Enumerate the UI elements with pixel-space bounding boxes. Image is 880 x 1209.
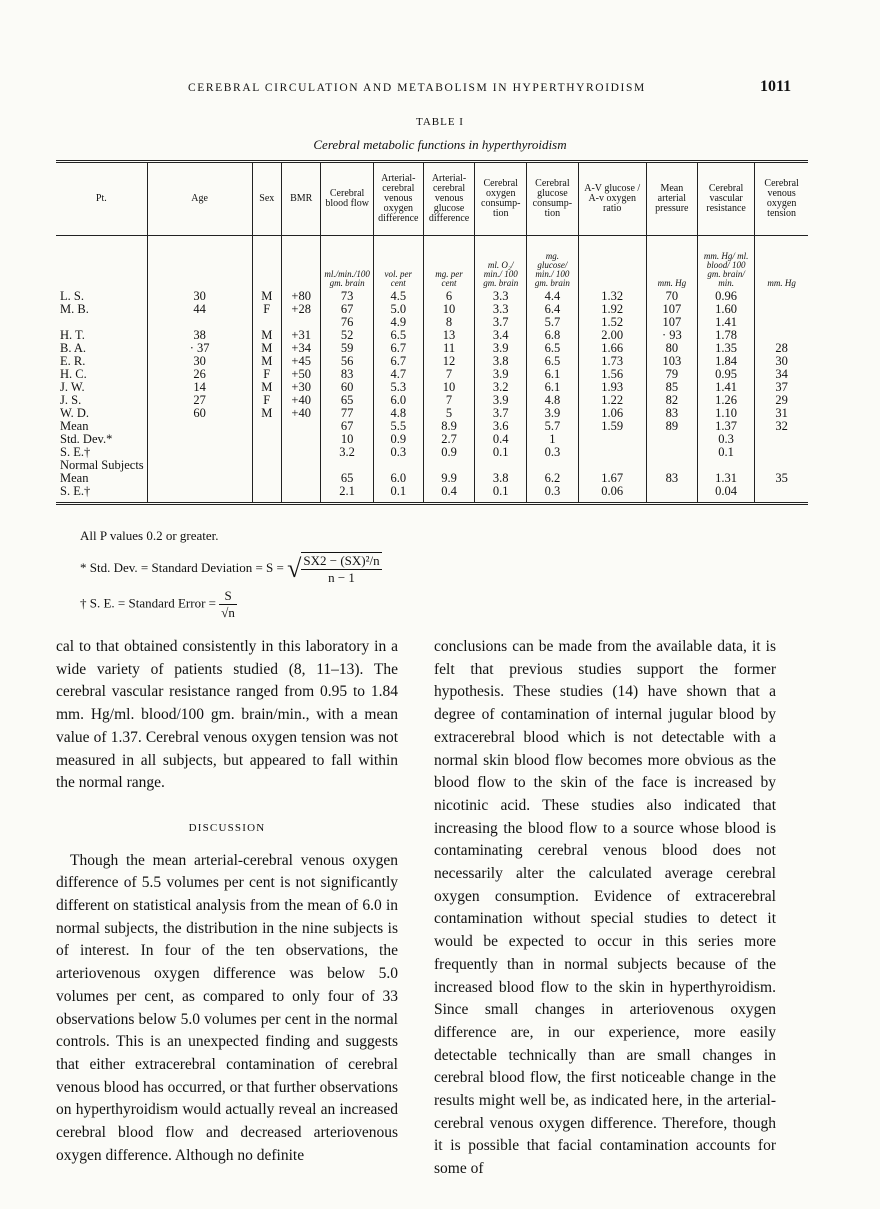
table-cell: 1.60 <box>697 303 754 316</box>
table-cell: 7 <box>423 394 475 407</box>
table-cell: 107 <box>646 316 697 329</box>
column-unit: mg. glucose/ min./ 100 gm. brain <box>527 236 579 291</box>
table-cell: · 93 <box>646 329 697 342</box>
table-cell: 0.1 <box>475 446 527 459</box>
column-unit <box>578 236 646 291</box>
table-cell: 1.66 <box>578 342 646 355</box>
table-cell: 12 <box>423 355 475 368</box>
right-column <box>434 636 776 1181</box>
row-label: B. A. <box>60 341 87 355</box>
table-cell: 0.9 <box>423 446 475 459</box>
row-label: J. S. <box>60 393 82 407</box>
row-label: M. B. <box>60 302 89 316</box>
table-cell: 77 <box>321 407 374 420</box>
table-cell: 65 <box>321 394 374 407</box>
table-cell: 3.9 <box>475 394 527 407</box>
table-cell: 1.31 <box>697 472 754 485</box>
table-cell: 60 <box>321 381 374 394</box>
left-paragraph-1: cal to that obtained consistently in this laboratory in a wide variety of patients studied (8, 11–13). The cerebral vascular resistance ranged from 0.95 to 1.84 mm. Hg/ml. blood/100 gm. brain/min., with a mean value of 1.37. Cerebral venous oxygen tension was not measured in all subjects, but appeared to fall within the normal range. <box>56 638 398 792</box>
table-cell: 6.1 <box>527 368 579 381</box>
row-label: L. S. <box>60 289 84 303</box>
column-header: Arterial-cerebral venous glucose difference <box>423 162 475 236</box>
std-dev-label: * Std. Dev. = Standard Deviation = S = <box>80 559 284 575</box>
table-row <box>56 407 808 420</box>
column-unit <box>147 236 252 291</box>
column-unit: mm. Hg <box>755 236 808 291</box>
table-cell: 4.5 <box>373 290 423 303</box>
table-cell: 2.1 <box>321 485 374 504</box>
table-row <box>56 355 808 368</box>
table-cell: 73 <box>321 290 374 303</box>
table-cell: 65 <box>321 472 374 485</box>
table-cell: 38 <box>147 329 252 342</box>
column-unit <box>252 236 282 291</box>
table-cell <box>282 446 321 459</box>
table-cell: 83 <box>646 407 697 420</box>
table-cell <box>282 420 321 433</box>
table-cell: 3.2 <box>321 446 374 459</box>
table-cell: 4.8 <box>527 394 579 407</box>
table-row <box>56 316 808 329</box>
column-header: Age <box>147 162 252 236</box>
table-cell: 1.35 <box>697 342 754 355</box>
table-cell: 1.78 <box>697 329 754 342</box>
table-cell: 0.1 <box>475 485 527 504</box>
table-cell: 0.3 <box>527 485 579 504</box>
row-label: Normal Subjects <box>60 458 144 472</box>
table-cell: 1.56 <box>578 368 646 381</box>
table-row <box>56 303 808 316</box>
table-row <box>56 342 808 355</box>
table-cell: 1.22 <box>578 394 646 407</box>
column-unit: ml./min./100 gm. brain <box>321 236 374 291</box>
table-cell <box>147 446 252 459</box>
table-row <box>56 290 808 303</box>
table-cell: 6.5 <box>373 329 423 342</box>
row-label: Mean <box>60 419 89 433</box>
table-cell: 5.7 <box>527 420 579 433</box>
table-cell: 1.06 <box>578 407 646 420</box>
units-row <box>56 236 808 291</box>
table-cell: 6.8 <box>527 329 579 342</box>
table-cell: 0.1 <box>697 446 754 459</box>
row-label: H. T. <box>60 328 85 342</box>
table-cell <box>282 433 321 446</box>
column-unit: mg. per cent <box>423 236 475 291</box>
row-label: S. E.† <box>56 485 147 504</box>
table-cell: 5 <box>423 407 475 420</box>
row-label: J. W. <box>60 380 85 394</box>
row-label: Mean <box>60 471 89 485</box>
table-cell: 3.3 <box>475 290 527 303</box>
table-cell: 7 <box>423 368 475 381</box>
table-cell: 9.9 <box>423 472 475 485</box>
table-cell: 4.4 <box>527 290 579 303</box>
table-cell: 6.4 <box>527 303 579 316</box>
table-cell <box>282 472 321 485</box>
table-cell: 1.32 <box>578 290 646 303</box>
table-cell: 30 <box>147 355 252 368</box>
table-cell: 31 <box>755 407 808 420</box>
table-cell: 0.3 <box>527 446 579 459</box>
table-cell: 1.52 <box>578 316 646 329</box>
table-cell: 6.7 <box>373 342 423 355</box>
table-cell: 30 <box>147 290 252 303</box>
table-cell <box>252 433 282 446</box>
table-cell: 1.59 <box>578 420 646 433</box>
table-cell: 27 <box>147 394 252 407</box>
table-cell: 6.0 <box>373 394 423 407</box>
table-cell: +80 <box>282 290 321 303</box>
table-cell: 1 <box>527 433 579 446</box>
table-cell: 3.8 <box>475 355 527 368</box>
table-cell <box>147 472 252 485</box>
table-cell: 0.4 <box>475 433 527 446</box>
table-cell: 0.3 <box>697 433 754 446</box>
table-cell: 29 <box>755 394 808 407</box>
table-cell: 6.2 <box>527 472 579 485</box>
column-header: Arterial-cerebral venous oxygen difference <box>373 162 423 236</box>
table-cell: 3.9 <box>475 342 527 355</box>
table-row <box>56 472 808 485</box>
table-cell: +31 <box>282 329 321 342</box>
table-cell <box>755 433 808 446</box>
table-cell <box>755 316 808 329</box>
std-dev-formula: * Std. Dev. = Standard Deviation = S = √ $\frac{\text{SX2 − (SX)²/n}}{n - 1}$ <box>80 553 380 585</box>
table-cell <box>147 420 252 433</box>
row-label: Std. Dev.* <box>60 432 113 446</box>
table-cell: M <box>252 329 282 342</box>
column-header: Cerebral venous oxygen tension <box>755 162 808 236</box>
se-label: † S. E. = Standard Error = <box>80 595 216 611</box>
table-cell: +34 <box>282 342 321 355</box>
table-cell: 3.9 <box>527 407 579 420</box>
table-cell: 5.5 <box>373 420 423 433</box>
table-cell: +45 <box>282 355 321 368</box>
table-cell: 0.4 <box>423 485 475 504</box>
table-cell <box>252 472 282 485</box>
column-header: Pt. <box>56 162 147 236</box>
table-cell: 10 <box>423 381 475 394</box>
table-cell <box>147 433 252 446</box>
table-row <box>56 394 808 407</box>
table-cell <box>646 485 697 504</box>
table-cell: 1.41 <box>697 381 754 394</box>
table-cell: 6.0 <box>373 472 423 485</box>
table-cell: 6.5 <box>527 342 579 355</box>
table-cell: 0.06 <box>578 485 646 504</box>
table-cell: 5.7 <box>527 316 579 329</box>
table-cell <box>578 446 646 459</box>
table-row <box>56 368 808 381</box>
table-row <box>56 459 808 472</box>
column-header: Cerebral blood flow <box>321 162 374 236</box>
table-cell: 56 <box>321 355 374 368</box>
table-cell <box>578 433 646 446</box>
table-cell: M <box>252 342 282 355</box>
table-row <box>56 420 808 433</box>
std-dev-denominator: n − 1 <box>328 570 355 585</box>
table-cell <box>282 459 321 472</box>
table-cell: M <box>252 355 282 368</box>
table-cell: 4.9 <box>373 316 423 329</box>
table-cell: 0.3 <box>373 446 423 459</box>
table-cell: 83 <box>646 472 697 485</box>
table-cell: · 37 <box>147 342 252 355</box>
table-cell: 6.1 <box>527 381 579 394</box>
table-cell <box>147 459 252 472</box>
table-cell: 52 <box>321 329 374 342</box>
table-cell <box>755 290 808 303</box>
column-header: BMR <box>282 162 321 236</box>
row-label: W. D. <box>60 406 90 420</box>
column-unit <box>282 236 321 291</box>
table-cell: 3.3 <box>475 303 527 316</box>
table-cell <box>252 485 282 504</box>
table-cell: 5.3 <box>373 381 423 394</box>
table-cell: 3.8 <box>475 472 527 485</box>
table-cell: 30 <box>755 355 808 368</box>
table-cell <box>755 485 808 504</box>
column-header: Sex <box>252 162 282 236</box>
row-label: H. C. <box>60 367 87 381</box>
table-cell: +40 <box>282 394 321 407</box>
table-cell: 5.0 <box>373 303 423 316</box>
table-cell: 107 <box>646 303 697 316</box>
table-cell: 85 <box>646 381 697 394</box>
table-cell: 1.37 <box>697 420 754 433</box>
table-cell: 28 <box>755 342 808 355</box>
table-cell: 1.73 <box>578 355 646 368</box>
table-cell: 89 <box>646 420 697 433</box>
table-cell: F <box>252 394 282 407</box>
table-cell: 6.7 <box>373 355 423 368</box>
table-cell: F <box>252 303 282 316</box>
table-cell: 60 <box>147 407 252 420</box>
table-cell: 6 <box>423 290 475 303</box>
running-title: CEREBRAL CIRCULATION AND METABOLISM IN HYPERTHYROIDISM <box>188 82 646 94</box>
table-row <box>56 485 808 504</box>
table-cell: 0.9 <box>373 433 423 446</box>
column-header: Cerebral glucose consump-tion <box>527 162 579 236</box>
table-cell: 3.4 <box>475 329 527 342</box>
column-header: Mean arterial pressure <box>646 162 697 236</box>
data-table <box>56 160 808 505</box>
header-row <box>56 162 808 236</box>
table-body <box>56 290 808 504</box>
p-values-note: All P values 0.2 or greater. <box>80 528 219 543</box>
table-cell: M <box>252 290 282 303</box>
table-label: TABLE I <box>416 116 464 128</box>
table-cell: 3.7 <box>475 407 527 420</box>
table-cell: 79 <box>646 368 697 381</box>
table-cell: 70 <box>646 290 697 303</box>
right-paragraph-1: conclusions can be made from the available data, it is felt that previous studies support the former hypothesis. These studies (14) have shown that a degree of contamination of internal jugular blood by extracerebral blood which is not detectable with a normal skin blood flow becomes more obvious as the blood flow to the skin of the face is increased by nicotinic acid. These studies also indicated that increasing the blood flow to a source whose blood is contaminating cerebral venous blood does not necessarily alter the calculated average cerebral oxygen consumption. Evidence of extracerebral contamination without special studies to detect it would be expected to occur in this series more frequently than in normal subjects because of the increased blood flow to the skin in hyperthyroidism. Since small changes in arteriovenous oxygen difference are, in our experience, more easily detectable technically than are small changes in cerebral blood flow, the first noticeable change in the results might well be, as indicated here, in the arterial-cerebral venous oxygen difference. Therefore, though it is possible that facial contamination accounts for some of <box>434 638 776 1178</box>
table-cell: 8.9 <box>423 420 475 433</box>
left-column <box>56 636 398 1167</box>
table-row <box>56 446 808 459</box>
table-cell: 67 <box>321 420 374 433</box>
table-cell <box>147 485 252 504</box>
column-unit: mm. Hg/ ml. blood/ 100 gm. brain/ min. <box>697 236 754 291</box>
table-cell <box>252 420 282 433</box>
column-header: Cerebral vascular resistance <box>697 162 754 236</box>
table-cell: +30 <box>282 381 321 394</box>
table-cell: 59 <box>321 342 374 355</box>
table-cell <box>252 459 282 472</box>
table-cell: M <box>252 407 282 420</box>
table-cell: +50 <box>282 368 321 381</box>
table-cell: 0.1 <box>373 485 423 504</box>
std-dev-numerator: SX2 − (SX)²/n <box>303 553 380 568</box>
table-cell: 1.93 <box>578 381 646 394</box>
page-number: 1011 <box>760 78 792 95</box>
table-cell: 1.41 <box>697 316 754 329</box>
table-cell: 1.92 <box>578 303 646 316</box>
table-cell: 1.10 <box>697 407 754 420</box>
table-cell: 11 <box>423 342 475 355</box>
column-unit <box>56 236 147 291</box>
table-cell: 2.7 <box>423 433 475 446</box>
table-cell <box>755 446 808 459</box>
table-cell: 103 <box>646 355 697 368</box>
table-cell: 2.00 <box>578 329 646 342</box>
table-cell: 67 <box>321 303 374 316</box>
table-cell: M <box>252 381 282 394</box>
table-row <box>56 381 808 394</box>
table-row <box>56 433 808 446</box>
table-caption: Cerebral metabolic functions in hyperthyroidism <box>313 137 567 152</box>
table-cell: 1.67 <box>578 472 646 485</box>
table-cell: 1.26 <box>697 394 754 407</box>
se-numerator: S <box>219 588 237 605</box>
table-cell <box>646 433 697 446</box>
table-cell: 14 <box>147 381 252 394</box>
column-header: Cerebral oxygen consump-tion <box>475 162 527 236</box>
table-cell: 10 <box>423 303 475 316</box>
table-cell: 26 <box>147 368 252 381</box>
table-cell <box>252 446 282 459</box>
table-cell: 3.2 <box>475 381 527 394</box>
table-cell: 4.7 <box>373 368 423 381</box>
table-cell: 37 <box>755 381 808 394</box>
section-heading: DISCUSSION <box>188 821 266 834</box>
table-cell: 0.04 <box>697 485 754 504</box>
column-unit: ml. O₂/ min./ 100 gm. brain <box>475 236 527 291</box>
table-cell: 3.6 <box>475 420 527 433</box>
table-cell: 35 <box>755 472 808 485</box>
table-cell: 3.7 <box>475 316 527 329</box>
left-paragraph-2: Though the mean arterial-cerebral venous oxygen difference of 5.5 volumes per cent is not significantly different on statistical analysis from the mean of 6.0 in normal subjects, the distribution in the nine subjects is of interest. In four of the ten observations, the arteriovenous oxygen difference was below 5.0 volumes per cent, as compared to only four of 33 observations below 5.0 volumes per cent in the normal controls. This is an unexpected finding and suggests that either extracerebral contamination of cerebral venous blood has occurred, or that further observations on hyperthyroidism would actually reveal an increased cerebral blood flow and decreased arteriovenous oxygen difference. Although no definite <box>56 851 398 1164</box>
table-cell: 83 <box>321 368 374 381</box>
se-denominator: √n <box>221 605 235 620</box>
table-cell: 13 <box>423 329 475 342</box>
table-cell: 1.84 <box>697 355 754 368</box>
table-cell: 3.9 <box>475 368 527 381</box>
table-cell <box>755 303 808 316</box>
table-cell: 32 <box>755 420 808 433</box>
table-cell: 76 <box>321 316 374 329</box>
table-row <box>56 329 808 342</box>
table-cell <box>282 485 321 504</box>
table-cell: 80 <box>646 342 697 355</box>
table-cell: 34 <box>755 368 808 381</box>
row-label: E. R. <box>60 354 86 368</box>
table-cell: 0.95 <box>697 368 754 381</box>
se-formula <box>80 588 237 621</box>
column-unit: mm. Hg <box>646 236 697 291</box>
table-cell <box>646 446 697 459</box>
table-cell: +28 <box>282 303 321 316</box>
table-cell: 44 <box>147 303 252 316</box>
row-label: S. E.† <box>60 445 91 459</box>
table-cell: F <box>252 368 282 381</box>
table-cell: +40 <box>282 407 321 420</box>
table-cell: 82 <box>646 394 697 407</box>
table-cell: 10 <box>321 433 374 446</box>
table-cell: 6.5 <box>527 355 579 368</box>
table-cell: 4.8 <box>373 407 423 420</box>
table-cell: 0.96 <box>697 290 754 303</box>
table-cell: 8 <box>423 316 475 329</box>
column-unit: vol. per cent <box>373 236 423 291</box>
column-header: A-V glucose / A-v oxygen ratio <box>578 162 646 236</box>
